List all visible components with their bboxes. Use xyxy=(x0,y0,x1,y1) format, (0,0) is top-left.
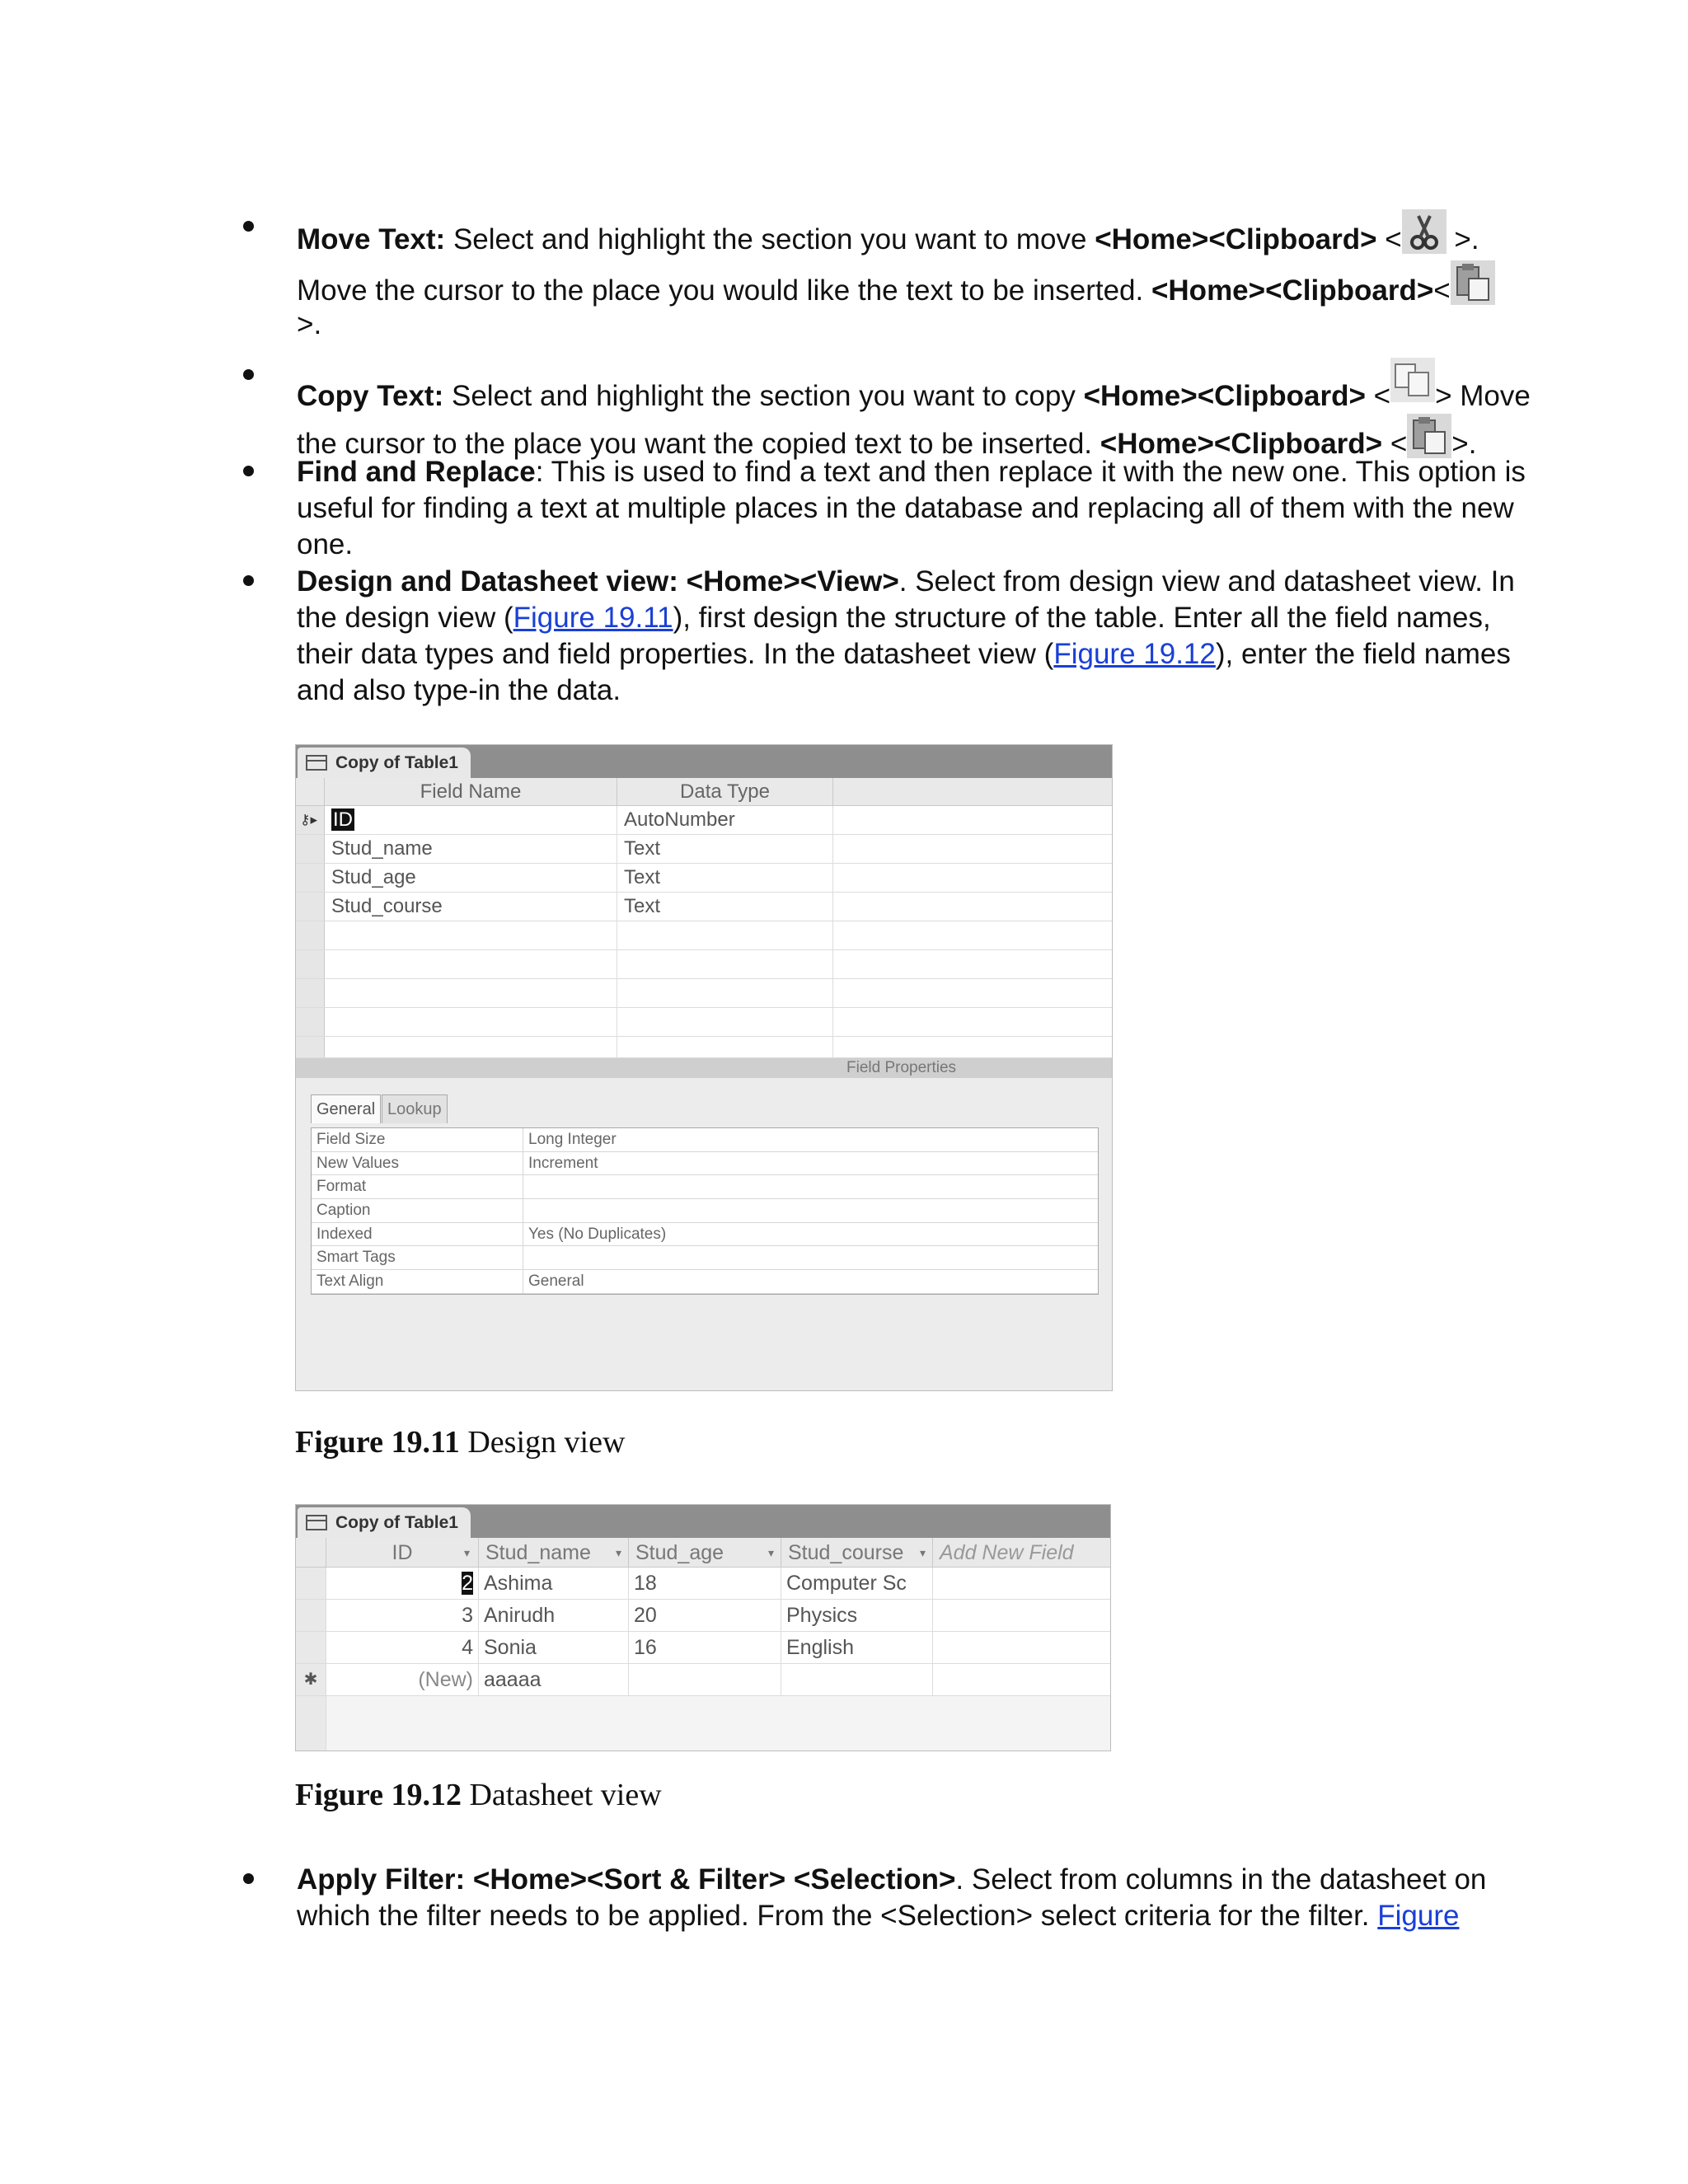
row-selector-header xyxy=(296,1538,326,1568)
paste-icon xyxy=(1451,260,1495,305)
stud-name-cell[interactable]: Anirudh xyxy=(479,1600,629,1631)
field-name-header: Field Name xyxy=(325,778,617,806)
find-replace-line-2: useful for finding a text at multiple places in the database and replacing all of them with the new xyxy=(297,492,1514,524)
table-row[interactable] xyxy=(296,864,1112,893)
data-type-cell[interactable]: Text xyxy=(617,835,833,863)
copy-icon xyxy=(1390,358,1435,402)
move-text-line-1: Move Text: Select and highlight the section you want to move <Home><Clipboard> < >. xyxy=(297,209,1479,258)
row-selector[interactable] xyxy=(296,1632,326,1663)
table-row[interactable] xyxy=(296,1600,1110,1632)
find-replace-line-3: one. xyxy=(297,528,354,560)
tab-lookup[interactable]: Lookup xyxy=(382,1094,448,1123)
new-record-icon: ✱ xyxy=(296,1664,326,1695)
design-grid xyxy=(296,778,1112,1058)
data-type-cell[interactable]: Text xyxy=(617,864,833,892)
property-row[interactable]: Indexed Yes (No Duplicates) xyxy=(312,1223,1098,1247)
table-icon xyxy=(306,1515,327,1530)
sort-dropdown-icon[interactable]: ▾ xyxy=(463,1546,470,1559)
empty-row[interactable] xyxy=(296,921,1112,950)
paste-icon xyxy=(1407,414,1451,458)
design-view-line-3: their data types and field properties. In the datasheet view (Figure 19.12), enter the field names xyxy=(297,638,1511,670)
sort-dropdown-icon[interactable]: ▾ xyxy=(767,1546,774,1559)
field-name-cell[interactable]: Stud_name xyxy=(325,835,617,863)
id-cell[interactable]: (New) xyxy=(326,1664,479,1695)
column-header-stud-name[interactable]: Stud_name ▾ xyxy=(479,1538,629,1568)
empty-row[interactable] xyxy=(296,979,1112,1008)
bullet xyxy=(243,221,254,232)
document-tab-bar xyxy=(296,1505,1110,1538)
stud-course-cell[interactable]: Computer Sc xyxy=(781,1568,933,1599)
row-selector-header xyxy=(296,778,325,806)
table-tab[interactable]: Copy of Table1 xyxy=(298,1507,471,1538)
apply-filter-line-1: Apply Filter: <Home><Sort & Filter> <Selection>. Select from columns in the datasheet on xyxy=(297,1863,1487,1896)
field-properties-pane xyxy=(296,1078,1112,1391)
column-header-stud-age[interactable]: Stud_age ▾ xyxy=(629,1538,781,1568)
row-selector[interactable] xyxy=(296,1600,326,1631)
field-name-cell[interactable]: Stud_course xyxy=(325,893,617,921)
table-row[interactable] xyxy=(296,1632,1110,1664)
data-type-cell[interactable]: Text xyxy=(617,893,833,921)
datasheet-view-screenshot xyxy=(295,1504,1111,1751)
properties-table xyxy=(311,1127,1099,1295)
copy-text-line-2: the cursor to the place you want the copied text to be inserted. <Home><Clipboard> < >. xyxy=(297,414,1476,462)
copy-text-line-1: Copy Text: Select and highlight the section you want to copy <Home><Clipboard> < > Move xyxy=(297,358,1531,415)
design-view-line-4: and also type-in the data. xyxy=(297,674,621,706)
description-header xyxy=(833,778,1113,806)
property-row[interactable]: Smart Tags xyxy=(312,1246,1098,1270)
property-row[interactable]: Caption xyxy=(312,1199,1098,1223)
new-record-row[interactable] xyxy=(296,1664,1110,1696)
empty-row[interactable] xyxy=(296,1008,1112,1037)
cut-icon xyxy=(1402,209,1447,254)
column-header-stud-course[interactable]: Stud_course ▾ xyxy=(781,1538,933,1568)
tab-general[interactable]: General xyxy=(311,1094,381,1123)
id-cell[interactable]: 3 xyxy=(326,1600,479,1631)
bullet xyxy=(243,575,254,586)
document-tab-bar xyxy=(296,745,1112,778)
property-row[interactable]: New Values Increment xyxy=(312,1152,1098,1176)
move-text-line-2: Move the cursor to the place you would like the text to be inserted. <Home><Clipboard>< xyxy=(297,260,1495,309)
data-type-header: Data Type xyxy=(617,778,833,806)
field-properties-bar xyxy=(296,1058,1112,1078)
column-header-id[interactable]: ID ▾ xyxy=(326,1538,479,1568)
add-new-field-header[interactable]: Add New Field xyxy=(933,1538,1111,1568)
table-row[interactable]: 2 Ashima 18 Computer Sc xyxy=(296,1568,1110,1600)
stud-name-cell[interactable]: Ashima xyxy=(479,1568,629,1599)
figure-19-12-link[interactable]: Figure 19.12 xyxy=(1053,638,1216,670)
table-row[interactable] xyxy=(296,893,1112,921)
apply-filter-line-2: which the filter needs to be applied. From the <Selection> select criteria for the filter. Figure xyxy=(297,1900,1460,1932)
property-row[interactable]: Field Size Long Integer xyxy=(312,1128,1098,1152)
bullet xyxy=(243,1873,254,1884)
stud-course-cell[interactable] xyxy=(781,1664,933,1695)
stud-age-cell[interactable]: 16 xyxy=(629,1632,781,1663)
stud-name-cell[interactable]: Sonia xyxy=(479,1632,629,1663)
design-view-line-2: the design view (Figure 19.11), first design the structure of the table. Enter all the field names, xyxy=(297,602,1491,634)
figure-19-11-caption: Figure 19.11 Design view xyxy=(295,1425,626,1460)
table-icon xyxy=(306,755,327,771)
find-replace-line-1: Find and Replace: This is used to find a text and then replace it with the new one. This option is xyxy=(297,456,1526,488)
row-selector[interactable] xyxy=(296,1568,326,1599)
sort-dropdown-icon[interactable]: ▾ xyxy=(615,1546,621,1559)
field-name-cell[interactable]: Stud_age xyxy=(325,864,617,892)
stud-course-cell[interactable]: Physics xyxy=(781,1600,933,1631)
id-cell[interactable]: 4 xyxy=(326,1632,479,1663)
empty-row[interactable] xyxy=(296,950,1112,979)
bullet xyxy=(243,369,254,380)
table-row[interactable] xyxy=(296,806,1112,835)
primary-key-icon: ⚷▸ xyxy=(296,806,325,834)
table-row[interactable] xyxy=(296,835,1112,864)
stud-name-cell[interactable]: aaaaa xyxy=(479,1664,629,1695)
design-view-screenshot xyxy=(295,744,1113,1391)
stud-age-cell[interactable]: 20 xyxy=(629,1600,781,1631)
bullet xyxy=(243,466,254,476)
table-tab[interactable]: Copy of Table1 xyxy=(298,748,471,778)
empty-row xyxy=(296,1696,1110,1751)
stud-age-cell[interactable]: 18 xyxy=(629,1568,781,1599)
empty-row[interactable] xyxy=(296,1037,1112,1058)
sort-dropdown-icon[interactable]: ▾ xyxy=(919,1546,926,1559)
stud-course-cell[interactable]: English xyxy=(781,1632,933,1663)
data-type-cell[interactable]: AutoNumber xyxy=(617,806,833,834)
field-name-cell[interactable]: ID xyxy=(333,808,353,831)
field-properties-label: Field Properties xyxy=(846,1059,957,1076)
property-row[interactable]: Text Align General xyxy=(312,1270,1098,1294)
design-view-line-1: Design and Datasheet view: <Home><View>. Select from design view and datasheet view. In xyxy=(297,565,1515,598)
figure-link[interactable]: Figure xyxy=(1377,1900,1460,1932)
figure-19-11-link[interactable]: Figure 19.11 xyxy=(513,602,673,634)
move-text-line-3: >. xyxy=(297,308,322,340)
figure-19-12-caption: Figure 19.12 Datasheet view xyxy=(295,1778,662,1812)
stud-age-cell[interactable] xyxy=(629,1664,781,1695)
property-row[interactable]: Format xyxy=(312,1175,1098,1199)
